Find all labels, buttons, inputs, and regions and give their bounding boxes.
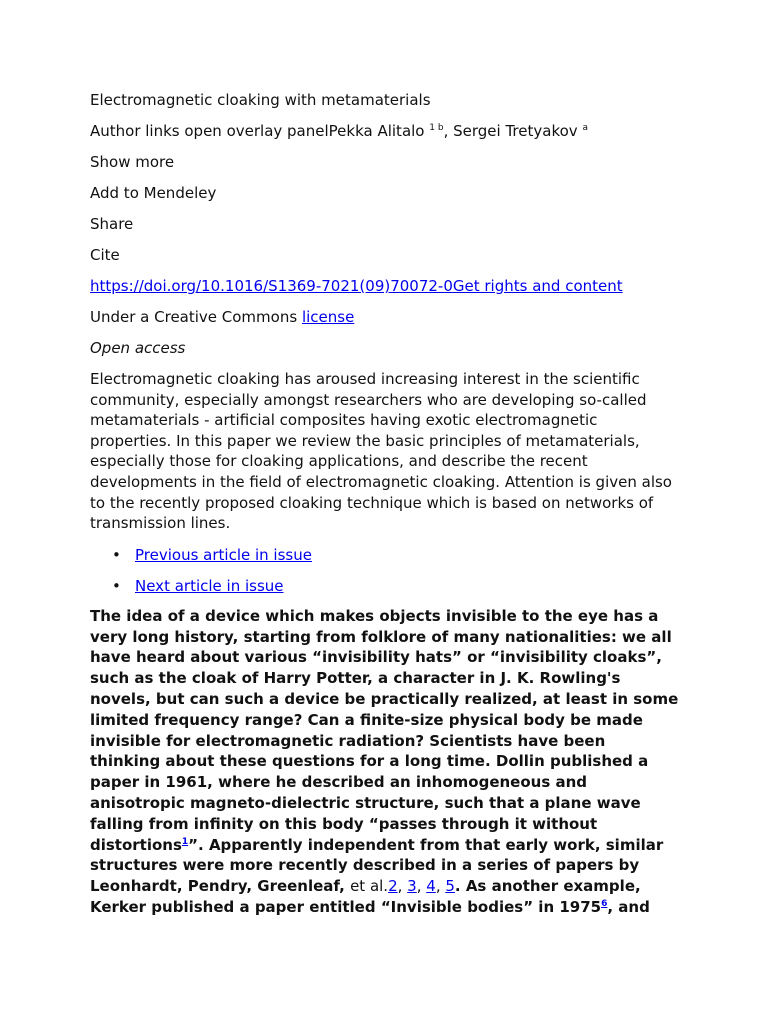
article-page [90, 90, 680, 918]
reference-separator: , [435, 877, 446, 896]
license-link[interactable]: license [301, 308, 355, 326]
body-paragraph [90, 606, 680, 918]
author-name[interactable]: Sergei Tretyakov [453, 122, 578, 140]
author-affiliation: 1 b [429, 123, 444, 133]
article-nav-list [90, 545, 680, 596]
reference-separator: , [416, 877, 427, 896]
previous-article-link[interactable]: Previous article in issue [135, 545, 312, 564]
body-text: . As another example, Kerker published a paper entitled “Invisible bodies” in 1975 [90, 877, 641, 916]
body-text: , and [607, 897, 650, 916]
share-button[interactable]: Share [90, 215, 134, 233]
list-item [90, 545, 680, 565]
author-separator: , [443, 122, 454, 140]
add-to-mendeley-button[interactable]: Add to Mendeley [90, 184, 217, 202]
body-text: The idea of a device which makes objects invisible to the eye has a very long history, starting from folklore of many nationalities: we all have heard about various “invisibility hats” or “invisibility cloaks”, such as the cloak of Harry Potter, a character in J. K. Rowling's novels, but can such a device be practically realized, at least in some limited frequency range? Can a finite-size physical body be made invisible for electromagnetic radiation? Scientists have been thinking about these questions for a long time. Dollin published a paper in 1961, where he described an inhomogeneous and anisotropic magneto-dielectric structure, such that a plane wave falling from infinity on this body “passes through it without distortions [90, 606, 679, 854]
rights-link[interactable]: Get rights and content [452, 277, 623, 295]
next-article-link[interactable]: Next article in issue [135, 576, 284, 595]
cite-button[interactable]: Cite [90, 246, 120, 264]
author-line [90, 121, 680, 141]
license-prefix: Under a Creative Commons [90, 308, 302, 326]
reference-link[interactable]: 4 [426, 877, 436, 896]
article-title: Electromagnetic cloaking with metamaterials [90, 91, 431, 109]
author-affiliation: a [582, 123, 588, 133]
list-item [90, 576, 680, 596]
reference-link[interactable]: 2 [388, 877, 398, 896]
open-access-label: Open access [90, 339, 186, 357]
reference-link[interactable]: 5 [445, 877, 455, 896]
reference-link[interactable]: 3 [407, 877, 417, 896]
bullet-icon: • [112, 545, 121, 564]
reference-link[interactable]: 1 [181, 836, 189, 847]
doi-line [90, 276, 680, 296]
license-line [90, 307, 680, 327]
doi-link[interactable]: https://doi.org/10.1016/S1369-7021(09)70072-0 [90, 277, 453, 295]
author-name[interactable]: Pekka Alitalo [328, 122, 425, 140]
author-links-toggle[interactable]: Author links open overlay panel [90, 122, 329, 140]
et-al-text: et al. [350, 877, 389, 896]
abstract-text: Electromagnetic cloaking has aroused increasing interest in the scientific community, especially amongst researchers who are developing so-called metamaterials - artificial composites having exotic electromagnetic properties. In this paper we review the basic principles of metamaterials, especially those for cloaking applications, and describe the recent developments in the field of electromagnetic cloaking. Attention is given also to the recently proposed cloaking technique which is based on networks of transmission lines. [90, 370, 672, 533]
body-text: ”. Apparently independent from that early work, similar structures were more recently described in a series of papers by Leonhardt, Pendry, Greenleaf, [90, 835, 664, 896]
reference-separator: , [397, 877, 408, 896]
bullet-icon: • [112, 576, 121, 595]
show-more-button[interactable]: Show more [90, 153, 175, 171]
reference-link[interactable]: 6 [601, 898, 608, 909]
